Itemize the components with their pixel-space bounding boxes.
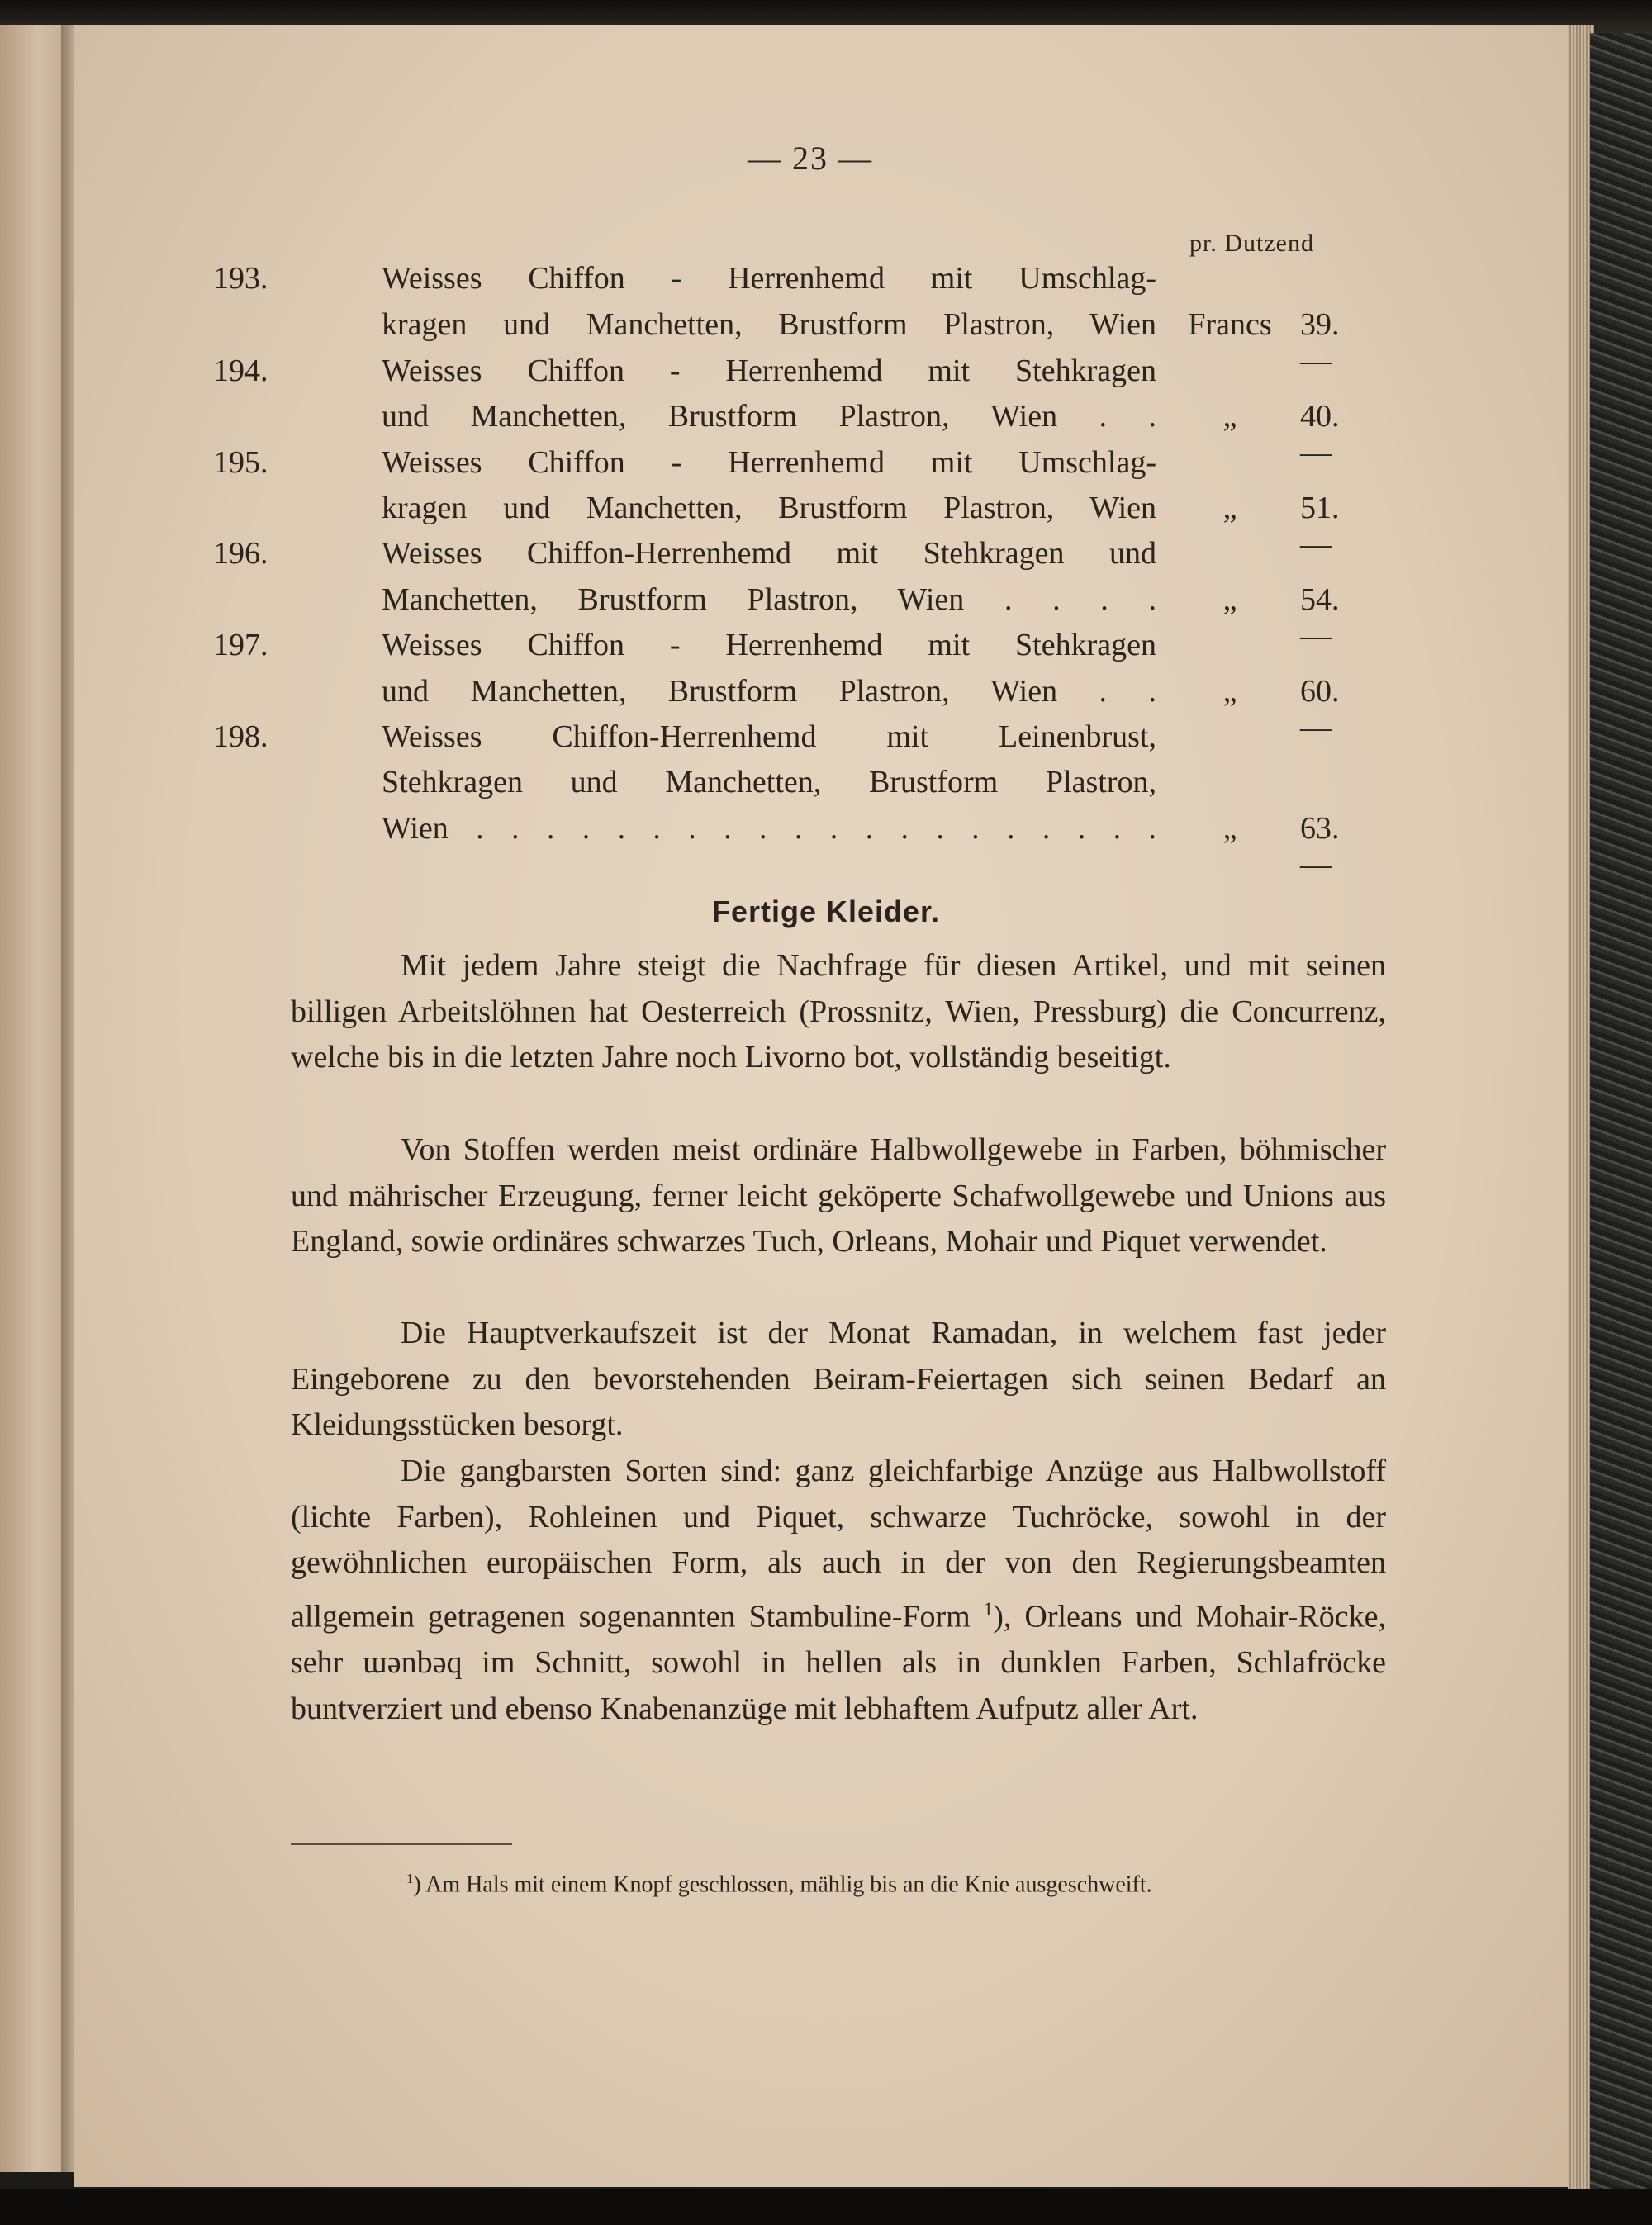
entry-description-line: kragen und Manchetten, Brustform Plastron, Wien <box>382 307 1156 342</box>
marbled-cover-board <box>1590 33 1652 2189</box>
facing-page-edge <box>0 25 69 2172</box>
entry-description-line: Manchetten, Brustform Plastron, Wien . . . . <box>382 582 1156 617</box>
entry-description-line: kragen und Manchetten, Brustform Plastron, Wien <box>382 491 1156 525</box>
entry-description-line: Stehkragen und Manchetten, Brustform Plastron, <box>382 765 1156 799</box>
section-title: Fertige Kleider. <box>711 894 941 928</box>
body-paragraph: Die Hauptverkaufszeit ist der Monat Ramadan, in welchem fast jeder Eingeborene zu den bevorstehenden Beiram-Feiertagen sich seinen Bedarf an Kleidungsstücken besorgt. <box>291 1316 1386 1443</box>
price-column-header: pr. Dutzend <box>1189 230 1314 257</box>
entry-description-line: Weisses Chiffon - Herrenhemd mit Umschlag- <box>382 261 1156 296</box>
footnote-reference: 1 <box>983 1598 994 1620</box>
entry-description-line: und Manchetten, Brustform Plastron, Wien . . <box>382 674 1156 709</box>
footnote-text: ) Am Hals mit einem Knopf geschlossen, mählig bis an die Knie ausgeschweift. <box>413 1872 1152 1898</box>
entry-ditto-mark: „ <box>1222 399 1237 434</box>
page-number: — 23 — <box>748 140 873 177</box>
entry-number: 197. <box>213 628 268 662</box>
entry-ditto-mark: „ <box>1222 811 1237 846</box>
entry-currency: Francs <box>1188 307 1272 342</box>
entry-description-line: und Manchetten, Brustform Plastron, Wien . . <box>382 399 1156 434</box>
entry-number: 196. <box>213 536 268 571</box>
entry-ditto-mark: „ <box>1222 674 1237 709</box>
entry-price: 51.— <box>1300 491 1340 562</box>
footnote-marker: 1 <box>406 1871 414 1886</box>
entry-description-line: Wien . . . . . . . . . . . . . . . . . . . . <box>382 811 1156 846</box>
entry-ditto-mark: „ <box>1222 582 1237 617</box>
entry-number: 195. <box>213 445 268 480</box>
body-paragraph: Von Stoffen werden meist ordinäre Halbwollgewebe in Farben, böhmischer und mährischer Erzeugung, ferner leicht geköperte Schafwollgewebe und Unions aus England, sowie ordinäres schwarzes Tuch, Orleans, Mohair und Piquet verwendet. <box>291 1132 1386 1260</box>
entry-description-line: Weisses Chiffon - Herrenhemd mit Umschlag- <box>382 445 1156 480</box>
entry-number: 194. <box>213 353 268 388</box>
footnote-separator <box>291 1843 512 1845</box>
entry-number: 193. <box>213 261 268 296</box>
entry-description-line: Weisses Chiffon - Herrenhemd mit Stehkragen <box>382 353 1156 388</box>
entry-description-line: Weisses Chiffon - Herrenhemd mit Stehkragen <box>382 628 1156 662</box>
entry-price: 39.— <box>1300 307 1340 378</box>
entry-description-line: Weisses Chiffon-Herrenhemd mit Leinenbrust, <box>382 719 1156 754</box>
body-paragraph: Mit jedem Jahre steigt die Nachfrage für diesen Artikel, und mit seinen billigen Arbeitslöhnen hat Oesterreich (Prossnitz, Wien, Pressburg) die Concurrenz, welche bis in die letzten Jahre noch Livorno bot, vollständig beseitigt. <box>291 948 1386 1075</box>
entry-price: 60.— <box>1300 674 1340 745</box>
entry-price: 63.— <box>1300 811 1340 882</box>
body-paragraph <box>291 1449 1386 1732</box>
entry-number: 198. <box>213 719 268 754</box>
footnote <box>291 1862 1386 1902</box>
entry-price: 54.— <box>1300 582 1340 653</box>
book-binding-bottom <box>0 2189 1652 2225</box>
paragraph-text: ), Orleans und Mohair-Röcke, sehr ɯǝnbǝq im Schnitt, sowohl in hellen als in dunklen Farben, Schlafröcke buntverziert und ebenso Knabenanzüge mit lebhaftem Aufputz aller Art. <box>291 1599 1387 1726</box>
entry-price: 40.— <box>1300 399 1340 470</box>
entry-description-line: Weisses Chiffon-Herrenhemd mit Stehkragen und <box>382 536 1156 571</box>
paragraph-text: Die gangbarsten Sorten sind: ganz gleichfarbige Anzüge aus Halbwollstoff (lichte Farben), Rohleinen und Piquet, schwarze Tuchröcke, sowohl in der gewöhnlichen europäischen Form, als auch in der von den Regierungsbeamten allgemein getragenen sogenannten Stambuline-Form <box>291 1454 1386 1634</box>
entry-ditto-mark: „ <box>1222 491 1237 525</box>
